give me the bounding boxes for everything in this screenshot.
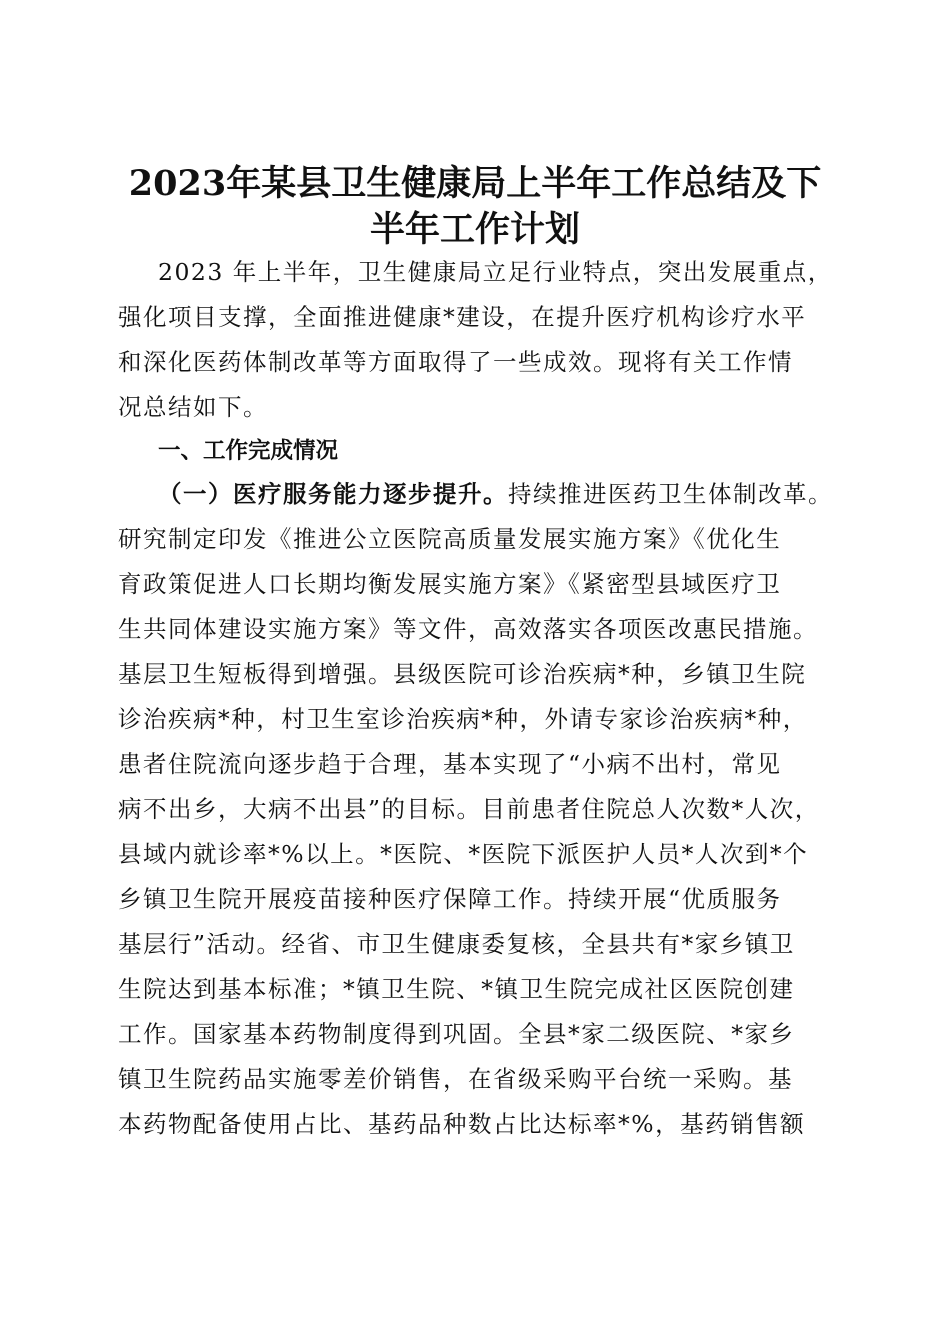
intro-paragraph [118, 250, 833, 430]
title-line-2: 半年工作计划 [369, 209, 580, 251]
section-line: 镇卫生院药品实施零差价销售，在省级采购平台统一采购。基 [118, 1065, 793, 1093]
intro-line: 2023 年上半年，卫生健康局立足行业特点，突出发展重点， [158, 258, 833, 286]
section-line: 生院达到基本标准；*镇卫生院、*镇卫生院完成社区医院创建 [118, 975, 795, 1003]
section-heading: 一、工作完成情况 [158, 438, 339, 464]
section-line: 研究制定印发《推进公立医院高质量发展实施方案》《优化生 [118, 525, 782, 553]
section-line-text: 持续推进医药卫生体制改革。 [508, 480, 833, 508]
section-line: 患者住院流向逐步趋于合理，基本实现了“小病不出村，常见 [118, 750, 782, 778]
intro-line: 强化项目支撑，全面推进健康*建设，在提升医疗机构诊疗水平 [118, 303, 807, 331]
section-line [118, 472, 833, 517]
subsection-lead: （一）医疗服务能力逐步提升。 [158, 480, 508, 508]
section-line: 育政策促进人口长期均衡发展实施方案》《紧密型县域医疗卫 [118, 570, 782, 598]
document-title [100, 161, 850, 253]
section-line: 病不出乡，大病不出县”的目标。目前患者住院总人次数*人次， [118, 795, 820, 823]
section-line: 基层行”活动。经省、市卫生健康委复核，全县共有*家乡镇卫 [118, 930, 795, 958]
section-paragraph [118, 472, 833, 1147]
section-line: 基层卫生短板得到增强。县级医院可诊治疾病*种，乡镇卫生院 [118, 660, 807, 688]
section-line: 工作。国家基本药物制度得到巩固。全县*家二级医院、*家乡 [118, 1020, 795, 1048]
document-body [118, 250, 833, 1147]
section-line: 生共同体建设实施方案》等文件，高效落实各项医改惠民措施。 [118, 615, 818, 643]
section-line: 乡镇卫生院开展疫苗接种医疗保障工作。持续开展“优质服务 [118, 885, 782, 913]
section-line: 县域内就诊率*%以上。*医院、*医院下派医护人员*人次到*个 [118, 840, 809, 868]
section-line: 本药物配备使用占比、基药品种数占比达标率*%，基药销售额 [118, 1110, 806, 1138]
intro-line: 况总结如下。 [118, 393, 268, 421]
intro-line: 和深化医药体制改革等方面取得了一些成效。现将有关工作情 [118, 348, 793, 376]
section-line: 诊治疾病*种，村卫生室诊治疾病*种，外请专家诊治疾病*种， [118, 705, 808, 733]
title-line-1: 2023年某县卫生健康局上半年工作总结及下 [128, 163, 822, 205]
